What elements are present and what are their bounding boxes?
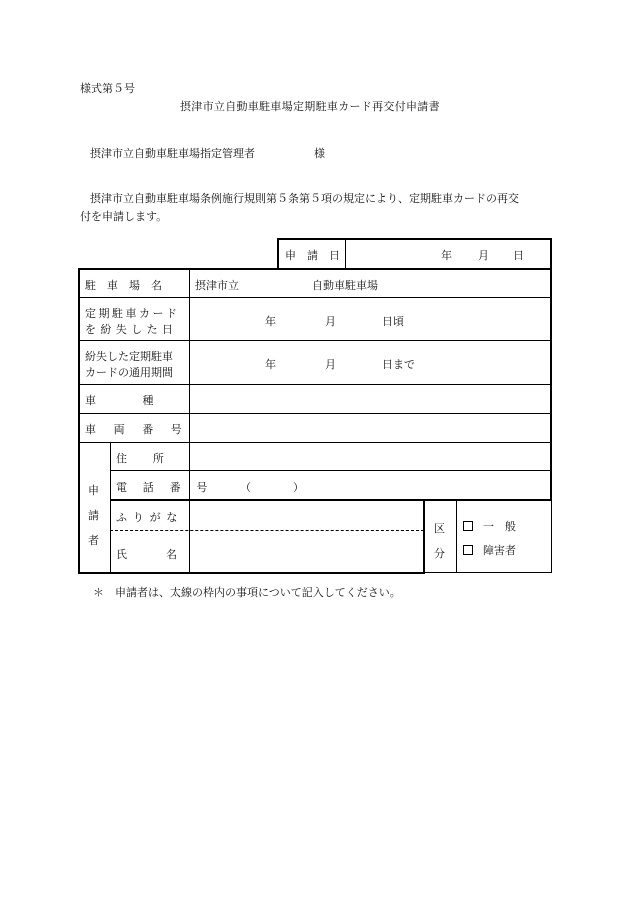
parking-lot-prefix: 摂津市立 bbox=[195, 279, 239, 292]
validity-label-line2: カードの通用期間 bbox=[85, 366, 173, 379]
category-label: 区分 bbox=[434, 522, 445, 560]
parking-lot-input-area[interactable] bbox=[245, 270, 309, 296]
lost-date-month: 月 bbox=[325, 315, 336, 328]
body-text-line1: 摂津市立自動車駐車場条例施行規則第５条第５項の規定により、定期駐車カードの再交 bbox=[90, 192, 519, 205]
applicant-address-input[interactable] bbox=[191, 444, 549, 469]
parking-lot-label: 駐 車 場 名 bbox=[85, 279, 162, 292]
validity-input-area[interactable] bbox=[191, 342, 549, 383]
applicant-name-label: 氏 名 bbox=[116, 548, 179, 561]
application-date-year: 年 bbox=[441, 249, 452, 262]
form-number: 様式第５号 bbox=[80, 82, 135, 95]
applicant-phone-input[interactable] bbox=[191, 472, 549, 498]
lost-date-year: 年 bbox=[265, 315, 276, 328]
lost-date-label-line1: 定期駐車カード bbox=[85, 307, 180, 320]
phone-paren-open: （ bbox=[240, 481, 251, 494]
application-date-month: 月 bbox=[478, 249, 489, 262]
applicant-group-label: 申請者 bbox=[88, 484, 99, 547]
applicant-furigana-label: ふりがな bbox=[116, 511, 184, 524]
lost-date-label-line2: を紛失した日 bbox=[85, 323, 178, 336]
category-option-disabled[interactable]: 障害者 bbox=[463, 542, 516, 558]
vehicle-type-input[interactable] bbox=[191, 386, 549, 412]
validity-month: 月 bbox=[325, 358, 336, 371]
footnote-mark: ＊ bbox=[93, 586, 104, 599]
validity-label-line1: 紛失した定期駐車 bbox=[85, 350, 173, 363]
checkbox-disabled[interactable] bbox=[463, 545, 473, 555]
application-date-label: 申 請 日 bbox=[285, 249, 340, 262]
lost-date-input-area[interactable] bbox=[191, 299, 549, 339]
addressee-name: 摂津市立自動車駐車場指定管理者 bbox=[90, 147, 255, 160]
vehicle-type-label: 車 種 bbox=[85, 394, 154, 407]
parking-lot-suffix: 自動車駐車場 bbox=[312, 279, 378, 292]
application-date-input-area[interactable] bbox=[347, 240, 549, 268]
footnote-text: 申請者は、太線の枠内の事項について記入してください。 bbox=[115, 586, 401, 599]
phone-paren-close: ） bbox=[293, 481, 304, 494]
vehicle-number-label: 車 両 番 号 bbox=[85, 423, 186, 436]
addressee-honorific: 様 bbox=[314, 147, 325, 160]
validity-year: 年 bbox=[265, 358, 276, 371]
vehicle-number-input[interactable] bbox=[191, 415, 549, 441]
category-option-general[interactable]: 一 般 bbox=[463, 518, 516, 534]
applicant-address-label: 住 所 bbox=[116, 452, 166, 465]
body-text-line2: 付を申請します。 bbox=[80, 210, 168, 223]
applicant-name-input[interactable] bbox=[191, 532, 422, 571]
form-title: 摂津市立自動車駐車場定期駐車カード再交付申請書 bbox=[180, 100, 440, 113]
applicant-furigana-input[interactable] bbox=[191, 501, 422, 529]
checkbox-general[interactable] bbox=[463, 521, 473, 531]
application-date-day: 日 bbox=[513, 249, 524, 262]
applicant-phone-label: 電 話 番 号 bbox=[116, 481, 210, 494]
lost-date-day: 日頃 bbox=[382, 315, 404, 328]
validity-day: 日まで bbox=[382, 358, 415, 371]
